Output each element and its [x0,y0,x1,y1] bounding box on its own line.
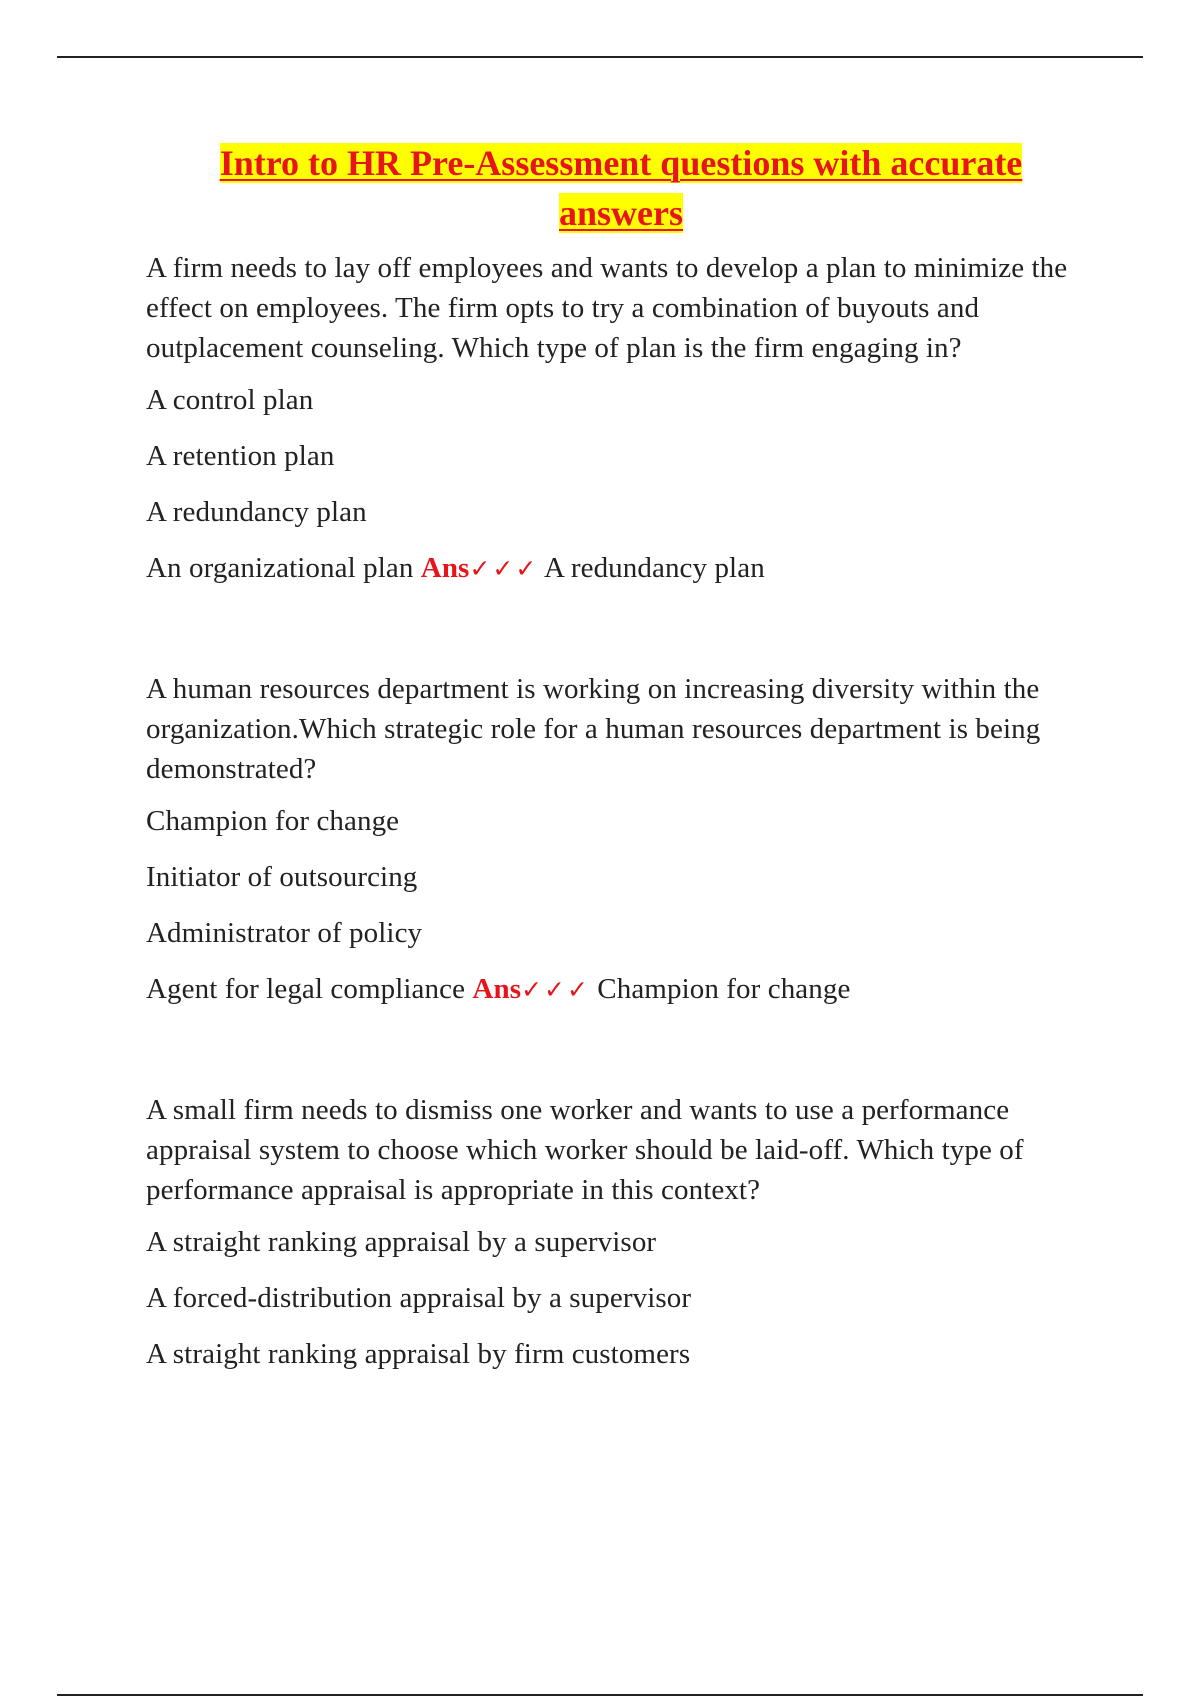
answer-text: A redundancy plan [544,552,765,584]
option-3: A redundancy plan [146,496,367,528]
option-1: A straight ranking appraisal by a supervisor [146,1226,657,1258]
checkmark-icon: ✓✓✓ [521,975,590,1004]
option-2: Initiator of outsourcing [146,861,418,893]
title-line-1: Intro to HR Pre-Assessment questions with accurate [219,143,1023,183]
document-body [146,138,1096,1390]
question-block-3 [146,1090,1096,1374]
option-4-with-answer [146,969,1096,1010]
option-1: A control plan [146,384,314,416]
answer-label: Ans [472,973,522,1005]
option-3: Administrator of policy [146,917,423,949]
option-4-with-answer [146,548,1096,589]
option-2: A forced-distribution appraisal by a supervisor [146,1282,692,1314]
header-rule [57,56,1143,58]
option-1: Champion for change [146,805,400,837]
answer-text: Champion for change [597,973,851,1005]
option-4: Agent for legal compliance [146,973,466,1005]
checkmark-icon: ✓✓✓ [469,554,539,583]
option-4: An organizational plan [146,552,414,584]
question-text: A human resources department is working on increasing diversity within the organization.Which strategic role for a human resources department is being demonstrated? [146,673,1041,785]
answer-label: Ans [420,552,470,584]
question-text: A firm needs to lay off employees and wants to develop a plan to minimize the effect on employees. The firm opts to try a combination of buyouts and outplacement counseling. Which type of plan is the firm engaging in? [146,252,1068,364]
question-text: A small firm needs to dismiss one worker and wants to use a performance appraisal system to choose which worker should be laid-off. Which type of performance appraisal is appropriate in this context? [146,1094,1024,1206]
document-title [146,138,1096,238]
footer-rule [57,1694,1143,1696]
block-spacer [146,1026,1096,1090]
question-block-2 [146,669,1096,1010]
option-2: A retention plan [146,440,335,472]
option-3: A straight ranking appraisal by firm customers [146,1338,691,1370]
block-spacer [146,605,1096,669]
title-line-2: answers [559,193,683,233]
question-block-1 [146,248,1096,589]
